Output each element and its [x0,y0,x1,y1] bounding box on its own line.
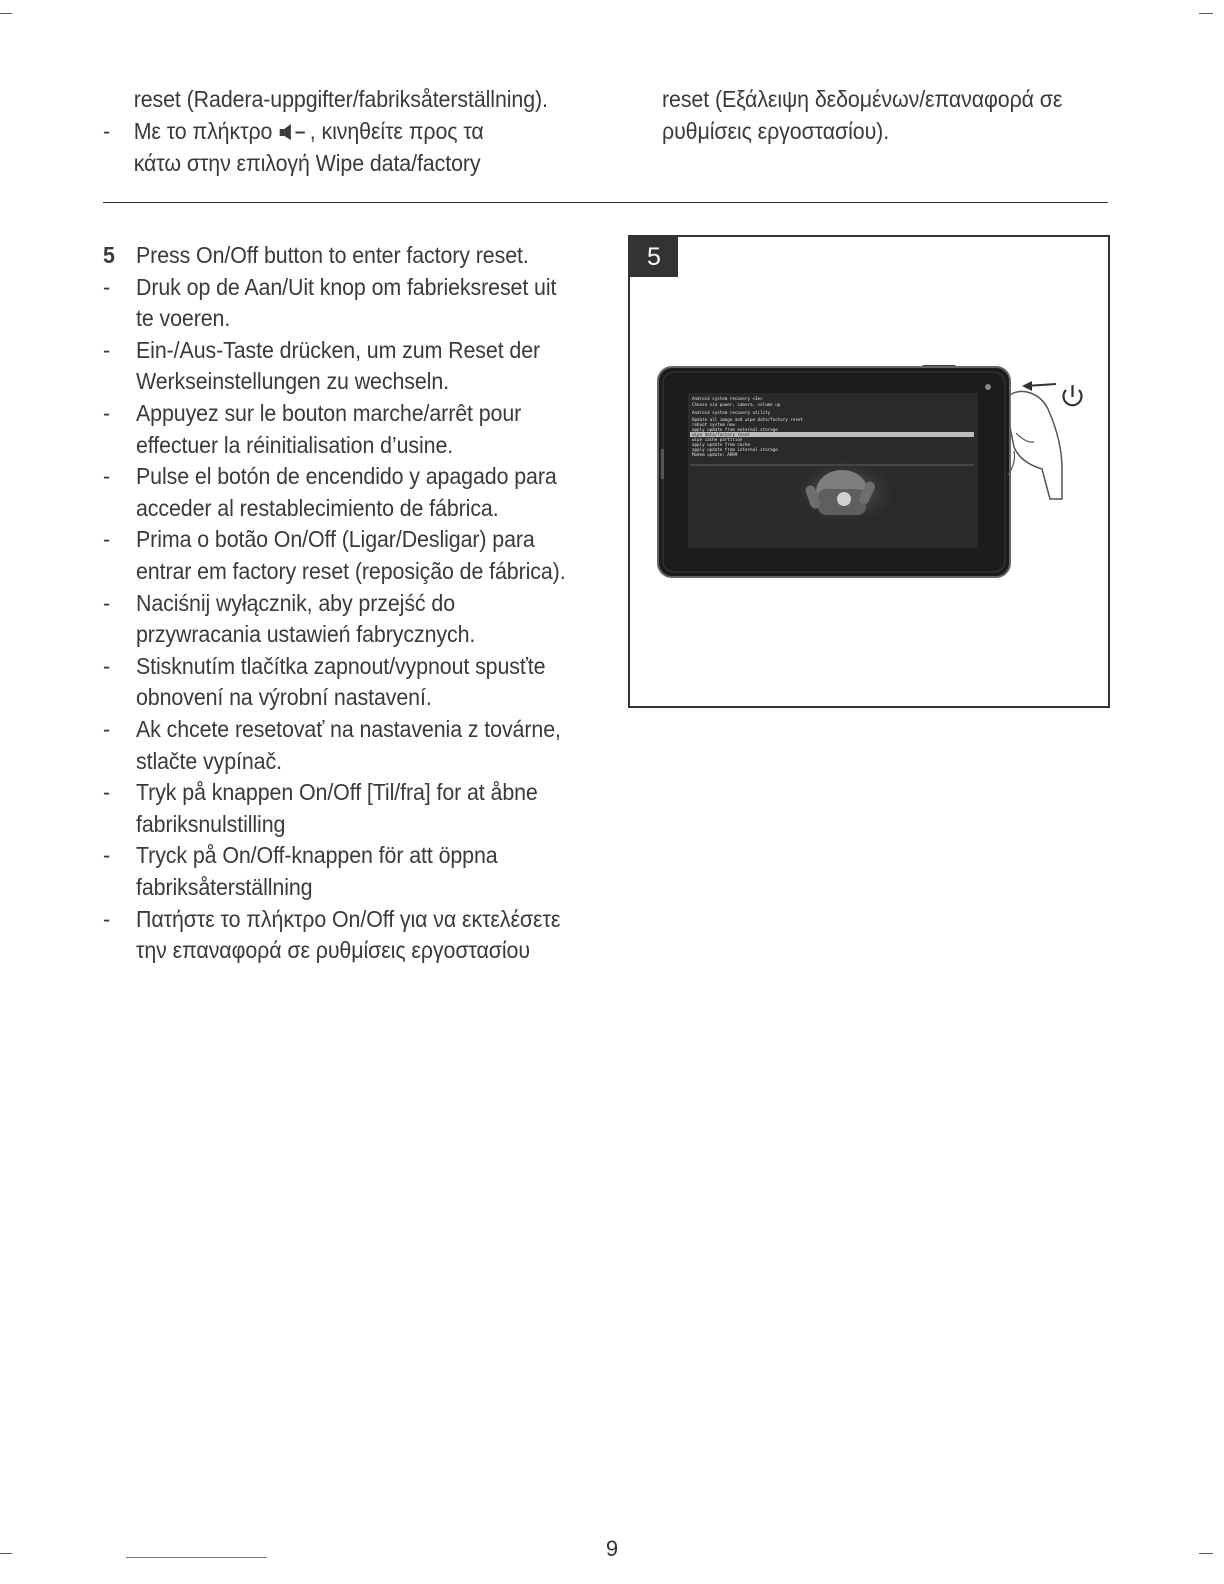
figure-badge: 5 [630,237,678,277]
bullet-dash: - [103,463,111,490]
step-text-line: Druk op de Aan/Uit knop om fabrieksreset uit [136,273,557,300]
bullet-dash: - [103,905,111,932]
recovery-menu-line: apply update from cache [692,442,750,447]
tablet-illustration [630,237,1108,706]
hand-icon [1008,391,1062,499]
recovery-menu-line: Modem update: ARR9 [692,452,738,457]
bullet-dash: - [103,400,111,426]
bullet-dash: - [103,273,111,300]
step-text-line: Pulse el botón de encendido y apagado para [136,463,557,490]
bullet-text-line2: κάτω στην επιλογή Wipe data/factory [133,150,481,176]
arrow-icon [1022,381,1056,391]
bullet-dash: - [103,842,111,869]
footer-rule [126,1557,267,1558]
greek-line-1: reset (Εξάλειψη δεδομένων/επαναφορά σε [662,86,1063,112]
crop-mark-top-left [0,13,12,14]
step-text-line: την επαναφορά σε ρυθμίσεις εργοστασίου [136,937,530,964]
android-robot-icon [790,457,900,527]
page-number: 9 [605,1536,619,1561]
bullet-dash: - [103,336,111,363]
recovery-menu-line: reboot system now [692,422,735,427]
bullet-dash: - [103,589,111,616]
bullet-text: Με το πλήκτρο , κινηθείτε προς τα [133,118,484,144]
step-text-line: Ein-/Aus-Taste drücken, um zum Reset der [136,336,541,363]
recovery-menu-line: Android system recovery <3e> [692,396,763,401]
step-text-line: stlačte vypínač. [136,747,282,774]
continuation-line: reset (Radera-uppgifter/fabriksåterställning). [133,86,548,112]
step-text-line: entrar em factory reset (reposição de fábrica). [136,558,566,584]
step-text-line: fabriksåterställning [136,874,313,900]
bullet-dash: - [103,716,111,742]
step-text-line: Press On/Off button to enter factory reset. [136,242,529,268]
recovery-menu-line: apply update from internal storage [692,447,778,452]
recovery-menu-line: Choose via power, camera, volume up [692,402,781,407]
step-text-line: acceder al restablecimiento de fábrica. [136,494,499,521]
step-text-line: Πατήστε το πλήκτρο On/Off για να εκτελέσετε [136,905,561,932]
figure-5 [628,235,1110,708]
bullet-dash: - [103,779,111,806]
recovery-menu-line: Update all image and wipe data/factory reset [692,417,803,422]
step-text-line: przywracania ustawień fabrycznych. [136,621,476,648]
volume-down-icon [278,123,310,141]
greek-line-2: ρυθμίσεις εργοστασίου). [662,118,890,144]
step-text-line: Prima o botão On/Off (Ligar/Desligar) para [136,526,535,553]
recovery-menu-line: wipe cache partition [692,437,743,442]
step-text-line: obnovení na výrobní nastavení. [136,684,432,711]
section-divider [103,202,1108,203]
step-text-line: Ak chcete resetovať na nastavenia z továrne, [136,716,561,742]
crop-mark-top-right [1199,13,1213,14]
step-text-line: Stisknutím tlačítka zapnout/vypnout spusťte [136,652,546,679]
step-text-line: te voeren. [136,305,231,332]
step-text-line: fabriksnulstilling [136,810,286,837]
recovery-menu-line: wipe data/factory reset [692,432,750,437]
step-text-line: Werkseinstellungen zu wechseln. [136,368,449,395]
bullet-dash: - [103,652,111,679]
step-text-line: Naciśnij wyłącznik, aby przejść do [136,589,456,616]
step-text-line: Tryk på knappen On/Off [Til/fra] for at åbne [136,779,538,806]
power-icon [1064,385,1082,405]
recovery-menu-line: apply update from external storage [692,427,778,432]
step-number: 5 [103,242,115,268]
step-text-line: effectuer la réinitialisation d’usine. [136,431,454,458]
step-text-line: Appuyez sur le bouton marche/arrêt pour [136,400,522,426]
recovery-menu-line: Android system recovery utility [692,410,771,415]
step-text-line: Tryck på On/Off-knappen för att öppna [136,842,498,869]
bullet-dash: - [103,118,111,144]
bullet-dash: - [103,526,111,553]
